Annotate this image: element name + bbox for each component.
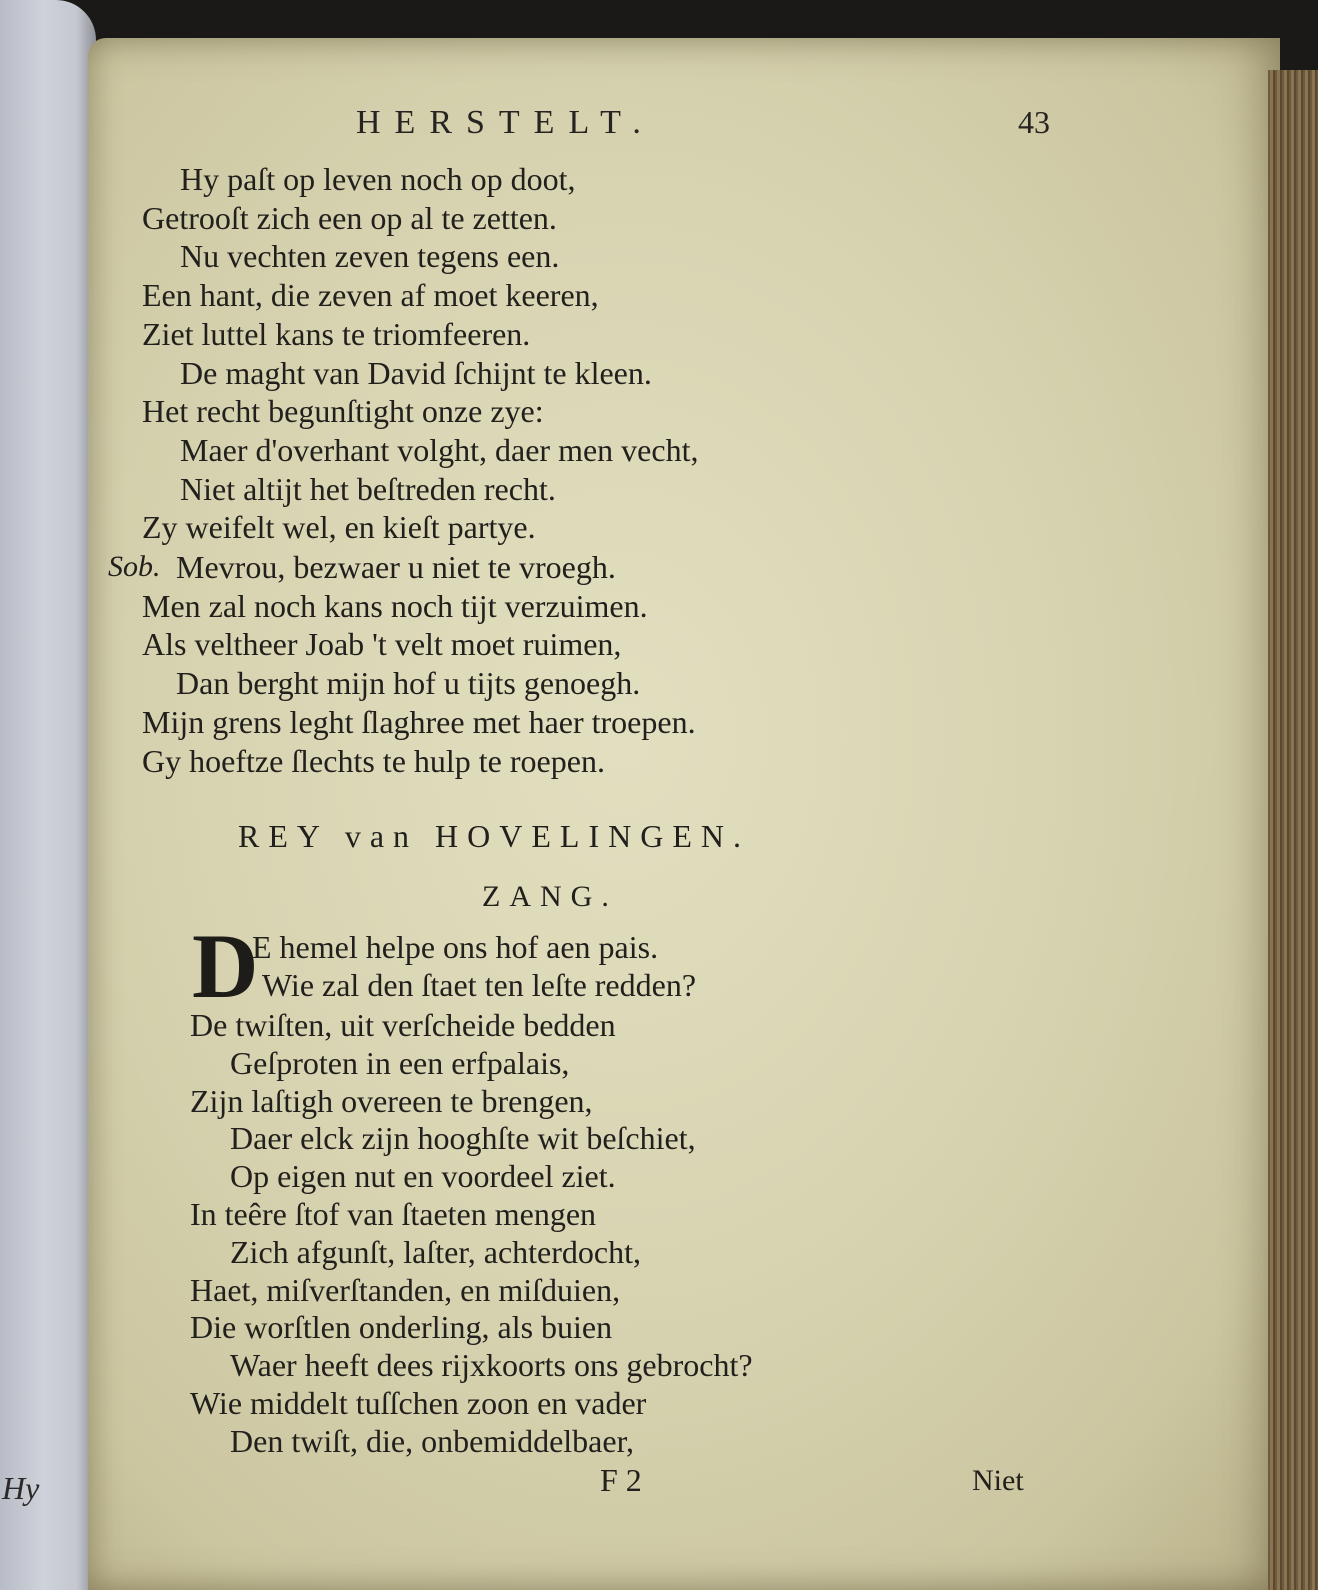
speaker-label: Sob.: [108, 550, 161, 583]
verse-line: Geſproten in een erfpalais,: [230, 1044, 570, 1081]
chorus-heading: REY van HOVELINGEN.: [238, 818, 750, 854]
verse-line: De maght van David ſchijnt te kleen.: [180, 354, 652, 391]
verse-line: Zich afgunſt, laſter, achterdocht,: [230, 1233, 641, 1270]
verse-line: Als veltheer Joab 't velt moet ruimen,: [142, 626, 622, 663]
verse-line: Ziet luttel kans te triomfeeren.: [142, 315, 531, 352]
page-block-edges: [1268, 70, 1318, 1590]
verse-line: Het recht begunſtight onze zye:: [142, 393, 544, 430]
facing-page-edge: [0, 0, 96, 1590]
facing-page-catchword: Hy: [2, 1470, 40, 1506]
verse-line: Op eigen nut en voordeel ziet.: [230, 1158, 616, 1195]
verse-line: Hy paſt op leven noch op doot,: [180, 161, 576, 197]
verse-line: Nu vechten zeven tegens een.: [180, 238, 560, 275]
verse-line: In teêre ſtof van ſtaeten mengen: [190, 1196, 597, 1232]
page-number: 43: [1018, 104, 1050, 140]
verse-line: Den twiſt, die, onbemiddelbaer,: [230, 1422, 634, 1459]
verse-line: Daer elck zijn hooghſte wit beſchiet,: [230, 1120, 696, 1157]
verse-line: Haet, miſverſtanden, en miſduien,: [190, 1271, 621, 1308]
verse-line: Niet altijt het beſtreden recht.: [180, 470, 556, 507]
catchword: Niet: [972, 1464, 1024, 1497]
song-heading: ZANG.: [482, 880, 618, 913]
verse-line: De twiſten, uit verſcheide bedden: [190, 1007, 616, 1043]
song-opening-line: Wie zal den ſtaet ten leſte redden?: [262, 967, 697, 1003]
signature-mark: F 2: [600, 1462, 642, 1498]
verse-line: Getrooſt zich een op al te zetten.: [142, 199, 557, 236]
song-opening-line: E hemel helpe ons hof aen pais.: [252, 929, 659, 965]
verse-line: Mevrou, bezwaer u niet te vroegh.: [176, 549, 616, 585]
page-header: [356, 100, 1056, 150]
verse-line: Wie middelt tuſſchen zoon en vader: [190, 1385, 647, 1421]
verse-line: Zy weifelt wel, en kieſt partye.: [142, 509, 536, 546]
verse-line: Dan berght mijn hof u tijts genoegh.: [176, 665, 641, 702]
verse-line: Die worſtlen onderling, als buien: [190, 1309, 613, 1346]
running-title: HERSTELT.: [356, 104, 655, 141]
verse-line: Gy hoeftze ſlechts te hulp te roepen.: [142, 742, 605, 779]
verse-line: Maer d'overhant volght, daer men vecht,: [180, 431, 699, 468]
verse-line: Mijn grens leght ſlaghree met haer troepen.: [142, 703, 696, 740]
verse-line: Waer heeft dees rijxkoorts ons gebrocht?: [230, 1347, 753, 1384]
verse-line: Men zal noch kans noch tijt verzuimen.: [142, 587, 648, 624]
drop-cap: D: [192, 915, 259, 1017]
verse-line: Een hant, die zeven af moet keeren,: [142, 277, 599, 314]
verse-line: Zijn laſtigh overeen te brengen,: [190, 1082, 593, 1119]
